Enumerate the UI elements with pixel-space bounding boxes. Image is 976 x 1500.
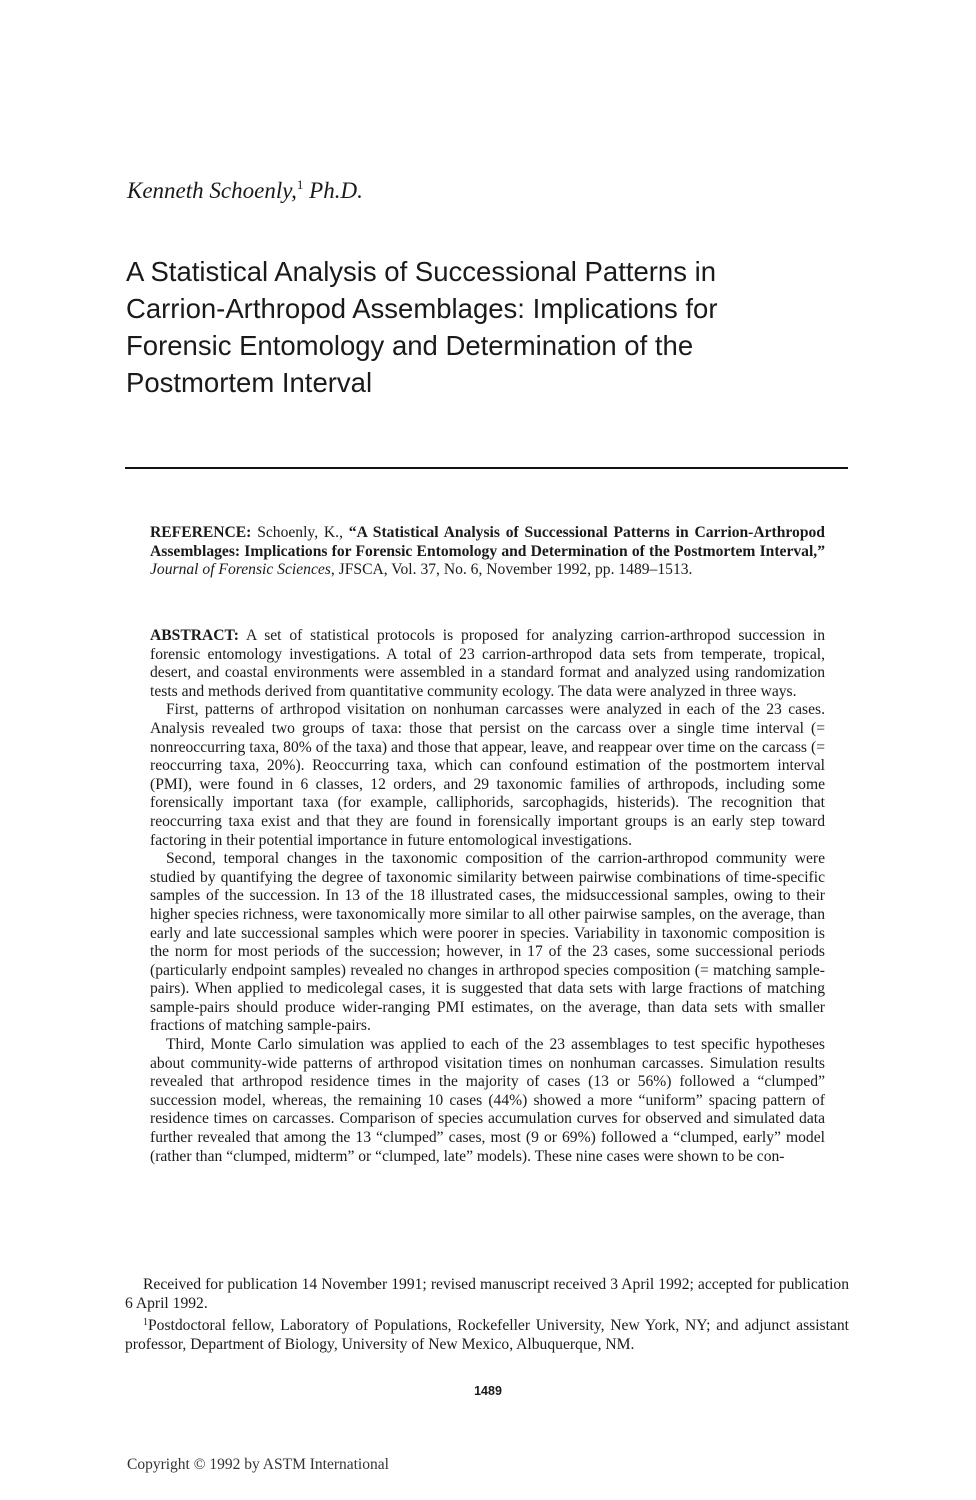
reference-details: , JFSCA, Vol. 37, No. 6, November 1992, pp. 1489–1513. <box>330 561 693 579</box>
abstract-paragraph-first: First, patterns of arthropod visitation on nonhuman carcasses were analyzed in each of the 23 cases. Analysis revealed two groups of taxa: those that persist on the carcass over a single time interval (= nonreoccurring taxa, 80% of the taxa) and those that appear, leave, and reappear over time on the carcass (= reoccurring taxa, 20%). Reoccurring taxa, which can confound estimation of the postmortem interval (PMI), were found in 6 classes, 12 orders, and 29 taxonomic families of arthropods, including some forensically important taxa (for example, calliphorids, sarcophagids, histerids). The recognition that reoccurring taxa exist and that they are found in forensically important groups is an early step toward factoring in their potential importance in future entomological investigations. <box>150 701 825 849</box>
abstract-intro-text: A set of statistical protocols is proposed for analyzing carrion-arthropod succession in forensic entomology investigations. A total of 23 carrion-arthropod data sets from temperate, tropical, desert, and coastal environments were assembled in a standard format and analyzed using randomization tests and methods derived from quantitative community ecology. The data were analyzed in three ways. <box>150 627 825 700</box>
title-line: Carrion-Arthropod Assemblages: Implications for <box>126 293 718 324</box>
title-divider <box>125 467 848 469</box>
abstract-block <box>150 627 825 1166</box>
author-name: Kenneth Schoenly, <box>127 178 297 203</box>
author-byline <box>127 170 827 206</box>
reference-article-title: “A Statistical Analysis of Successional Patterns in Carrion-Arthropod Assemblages: Implications for Forensic Entomology and Determination of the Postmortem Interval,” <box>150 524 825 560</box>
footnotes <box>125 1275 849 1354</box>
abstract-paragraph-second: Second, temporal changes in the taxonomic composition of the carrion-arthropod community were studied by quantifying the degree of taxonomic similarity between pairwise combinations of time-specific samples of the succession. In 13 of the 18 illustrated cases, the midsuccessional samples, owing to their higher species richness, were taxonomically more similar to all other pairwise samples, on the average, than early and late successional samples which were poorer in species. Variability in taxonomic composition is the norm for most periods of the succession; however, in 17 of the 23 cases, some successional periods (particularly endpoint samples) revealed no changes in arthropod species composition (= matching sample-pairs). When applied to medicolegal cases, it is suggested that data sets with large fractions of matching sample-pairs should produce wider-ranging PMI estimates, on the average, than data sets with smaller fractions of matching sample-pairs. <box>150 850 825 1035</box>
affiliation-mark: 1 <box>143 1317 148 1328</box>
title-line: A Statistical Analysis of Successional Patterns in <box>126 256 717 287</box>
abstract-label: ABSTRACT: <box>150 627 239 644</box>
reference-block <box>150 524 825 580</box>
abstract-paragraph-third: Third, Monte Carlo simulation was applied to each of the 23 assemblages to test specific hypotheses about community-wide patterns of arthropod visitation times on nonhuman carcasses. Simulation results revealed that arthropod residence times in the majority of cases (13 or 56%) followed a “clumped” succession model, whereas, the remaining 10 cases (44%) showed a more “uniform” spacing pattern of residence times on carcasses. Comparison of species accumulation curves for observed and simulated data further revealed that among the 13 “clumped” cases, most (9 or 69%) followed a “clumped, early” model (rather than “clumped, midterm” or “clumped, late” models). These nine cases were shown to be con- <box>150 1036 825 1165</box>
reference-authors: Schoenly, K., <box>251 524 349 541</box>
reference-journal: Journal of Forensic Sciences <box>150 561 331 579</box>
page-number: 1489 <box>474 1384 502 1398</box>
title-line: Postmortem Interval <box>126 367 373 398</box>
abstract-intro-paragraph <box>150 627 825 701</box>
reference-label: REFERENCE: <box>150 524 252 541</box>
copyright-notice: Copyright © 1992 by ASTM International <box>127 1456 389 1473</box>
title-line: Forensic Entomology and Determination of the <box>126 330 694 361</box>
author-footnote-mark: 1 <box>296 177 304 192</box>
author-degree: Ph.D. <box>309 178 363 203</box>
affiliation-text: Postdoctoral fellow, Laboratory of Populations, Rockefeller University, New York, NY; and adjunct assistant professor, Department of Biology, University of New Mexico, Albuquerque, NM. <box>125 1317 849 1353</box>
article-title <box>126 253 846 401</box>
footnote-affiliation <box>125 1313 849 1354</box>
footnote-received: Received for publication 14 November 1991; revised manuscript received 3 April 1992; accepted for publication 6 April 1992. <box>125 1276 849 1312</box>
